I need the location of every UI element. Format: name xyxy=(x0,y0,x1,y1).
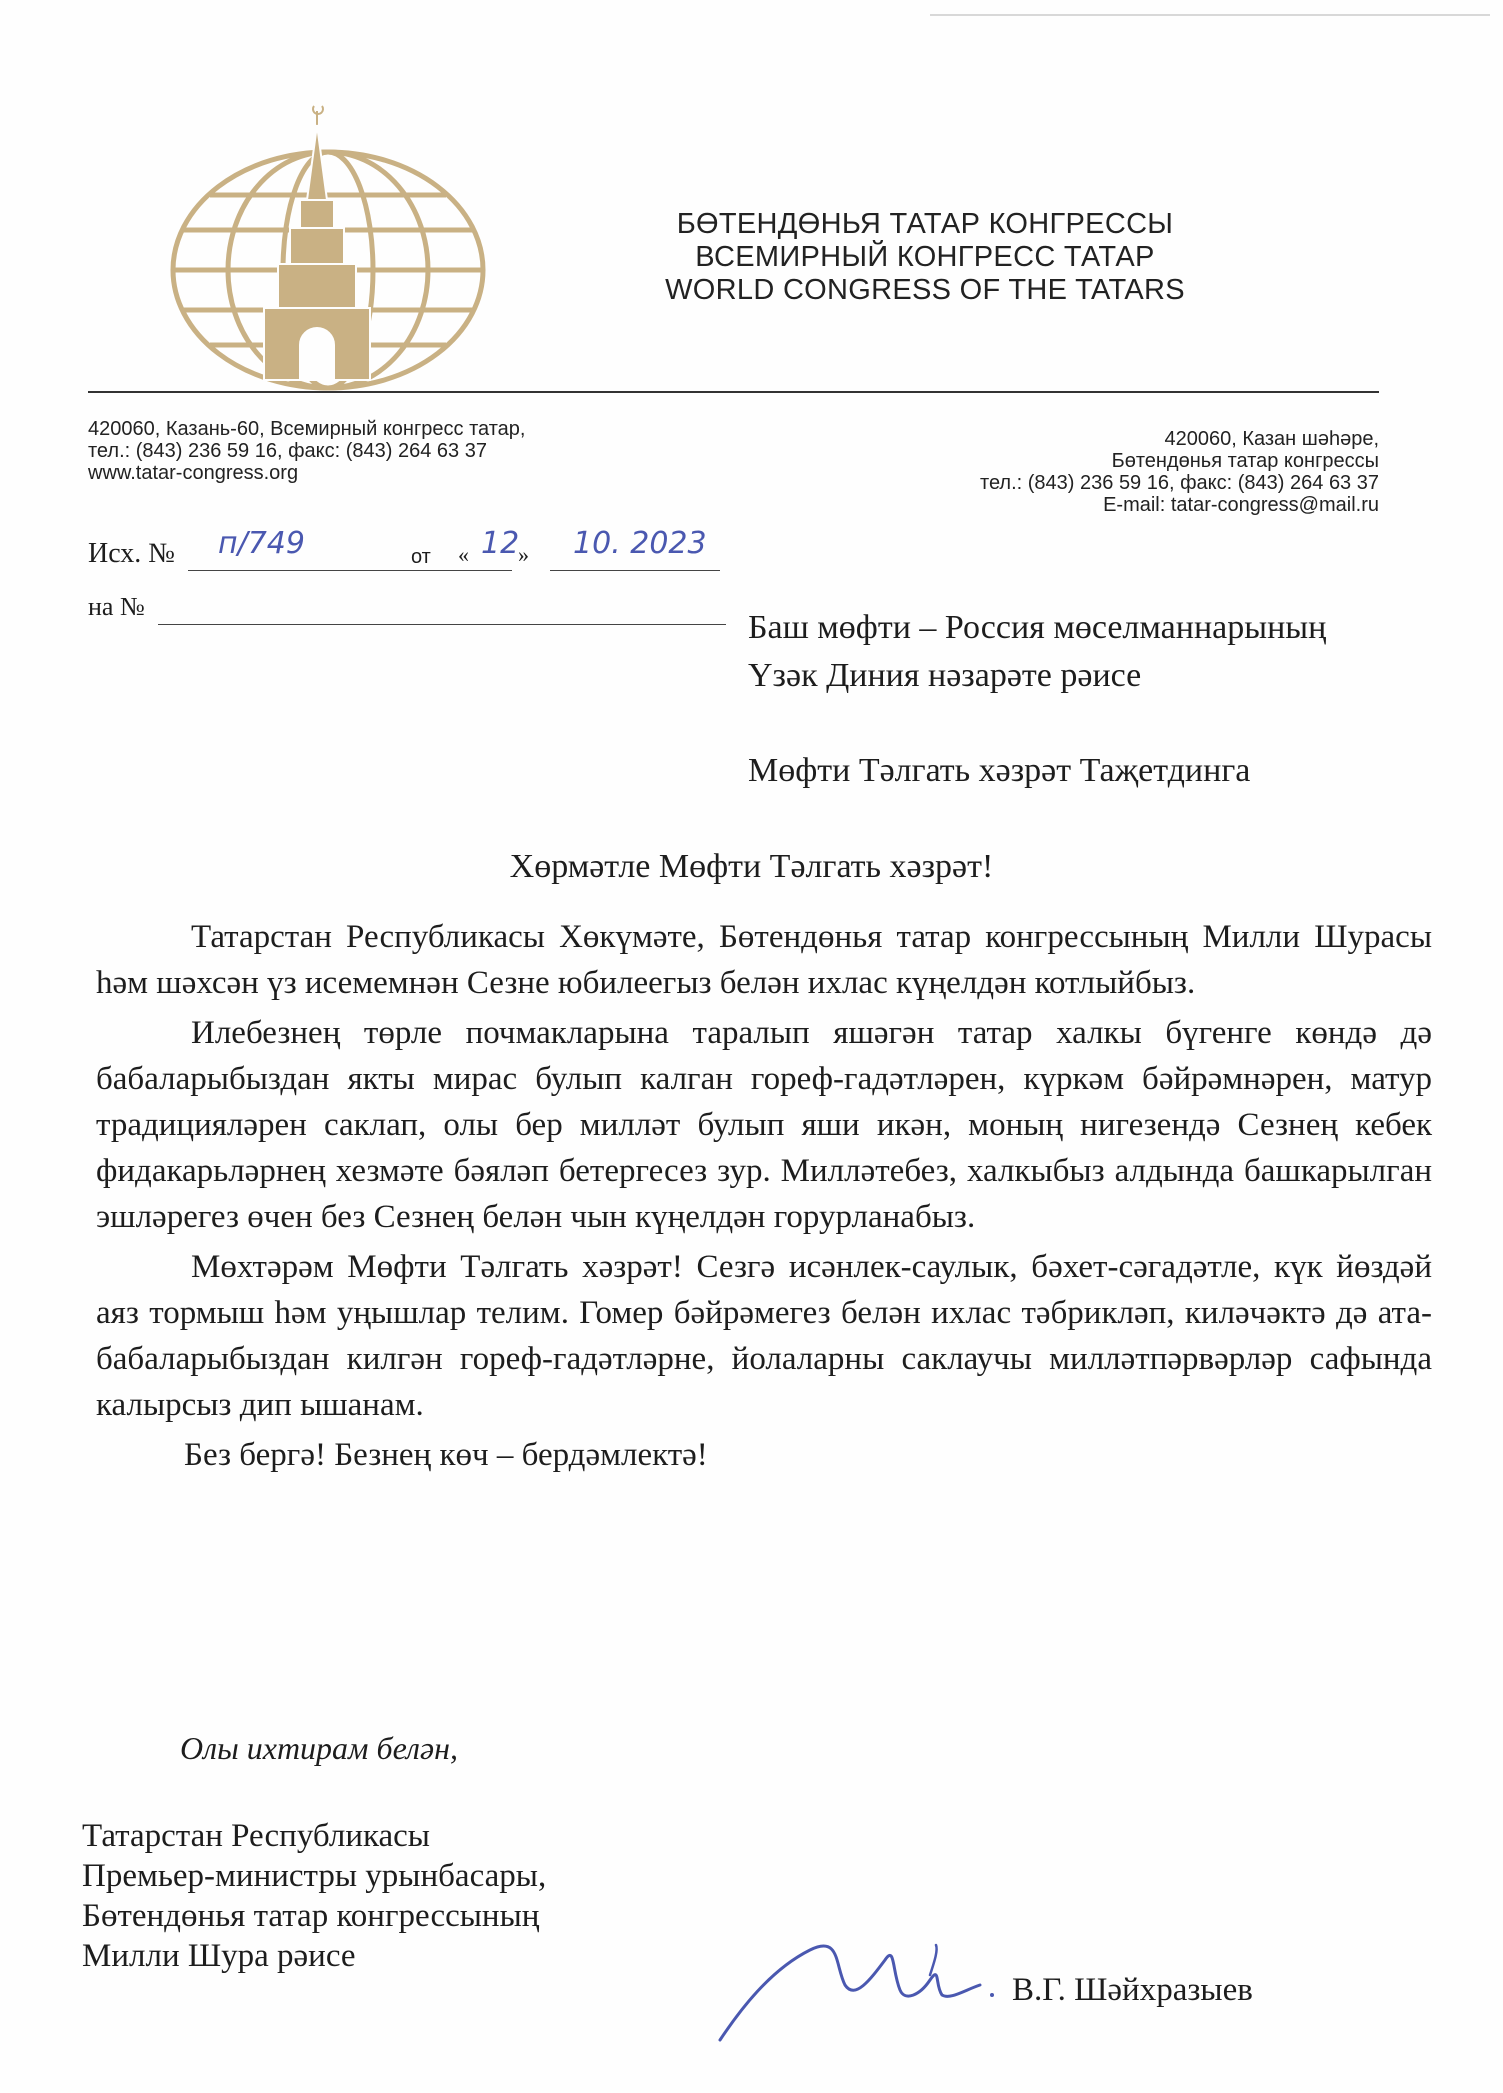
signatory-title: Татарстан Республикасы xyxy=(82,1818,430,1854)
outgoing-number-row xyxy=(88,526,748,580)
signatory-title: Премьер-министры урынбасары, xyxy=(82,1858,547,1894)
org-header xyxy=(650,208,1200,307)
org-name-russian: ВСЕМИРНЫЙ КОНГРЕСС ТАТАР xyxy=(695,241,1155,273)
address-left-line: 420060, Казань-60, Всемирный конгресс татар, xyxy=(88,418,526,440)
letter-body xyxy=(96,914,1432,1478)
date-day-underline xyxy=(472,570,512,571)
org-name-tatar: БӨТЕНДӨНЬЯ ТАТАР КОНГРЕССЫ xyxy=(676,208,1174,240)
address-left xyxy=(88,418,525,484)
recipient-block xyxy=(748,604,1326,795)
outgoing-label: Исх. № xyxy=(88,538,175,569)
outgoing-number: п/749 xyxy=(218,526,305,561)
closing: Олы ихтирам белән, xyxy=(180,1730,458,1766)
outgoing-number-underline xyxy=(188,570,488,571)
recipient-name: Мөфти Тәлгать хәзрәт Таҗетдинга xyxy=(748,752,1251,789)
body-paragraph: Мөхтәрәм Мөфти Тәлгать хәзрәт! Сезгә исәнлек-саулык, бәхет-сәгадәтле, күк йөздәй аяз тормыш һәм уңышлар телим. Гомер бәйрәмегез белән ихлас тәбрикләп, киләчәктә дә ата-бабаларыбыздан килгән гореф-гадәтләрне, йолаларны саклаучы милләтпәрвәрләр сафында калырсыз дип ышанам. xyxy=(96,1249,1432,1423)
body-paragraph: Без бергә! Безнең көч – бердәмлектә! xyxy=(184,1437,708,1473)
address-right-line: Бөтендөнья татар конгрессы xyxy=(1111,450,1379,472)
from-label: от xyxy=(411,546,431,568)
congress-logo-icon xyxy=(160,100,496,400)
address-right-line: 420060, Казан шәһәре, xyxy=(1164,428,1379,450)
reply-underline xyxy=(158,624,726,625)
date-close-quote: » xyxy=(518,542,529,567)
reply-number-row xyxy=(88,590,728,630)
website-link[interactable]: www.tatar-congress.org xyxy=(88,462,299,484)
recipient-title: Баш мөфти – Россия мөселманнарының xyxy=(748,609,1327,646)
date-month-year-underline xyxy=(550,570,720,571)
date-month-year: 10. 2023 xyxy=(573,526,707,561)
signatory-block xyxy=(82,1816,546,1976)
signatory-name: В.Г. Шәйхразыев xyxy=(1012,1972,1253,2008)
recipient-title: Үзәк Диния нәзарәте рәисе xyxy=(748,657,1142,694)
header-rule xyxy=(88,391,1379,393)
body-paragraph: Илебезнең төрле почмакларына таралып яшәгән татар халкы бүгенге көндә дә бабаларыбыздан якты мирас булып калган гореф-гадәтләрен, күркәм бәйрәмнәрен, матур традицияләрен саклап, олы бер милләт булып яши икән, моның нигезендә Сезнең кебек фидакарьләрнең хезмәте бәяләп бетергесез зур. Милләтебез, халкыбыз алдында башкарылган эшләрегез өчен без Сезнең белән чын күңелдән горурланабыз. xyxy=(96,1015,1432,1235)
reply-label: на № xyxy=(88,592,145,621)
scan-edge-line xyxy=(930,14,1490,16)
signature-icon xyxy=(680,1890,1010,2050)
org-name-english: WORLD CONGRESS OF THE TATARS xyxy=(665,274,1185,306)
address-left-line: тел.: (843) 236 59 16, факс: (843) 264 63 37 xyxy=(88,440,487,462)
email-link[interactable]: E-mail: tatar-congress@mail.ru xyxy=(1103,494,1379,516)
date-open-quote: « xyxy=(458,542,469,567)
signatory-title: Милли Шура рәисе xyxy=(82,1938,356,1974)
date-day: 12 xyxy=(481,526,520,561)
salutation: Хөрмәтле Мөфти Тәлгать хәзрәт! xyxy=(509,848,994,885)
address-right xyxy=(980,428,1379,516)
address-right-line: тел.: (843) 236 59 16, факс: (843) 264 63 37 xyxy=(980,472,1379,494)
signatory-title: Бөтендөнья татар конгрессының xyxy=(82,1898,540,1934)
body-paragraph: Татарстан Республикасы Хөкүмәте, Бөтендөнья татар конгрессының Милли Шурасы һәм шәхсән үз исемемнән Сезне юбилеегыз белән ихлас күңелдән котлыйбыз. xyxy=(96,919,1432,1001)
